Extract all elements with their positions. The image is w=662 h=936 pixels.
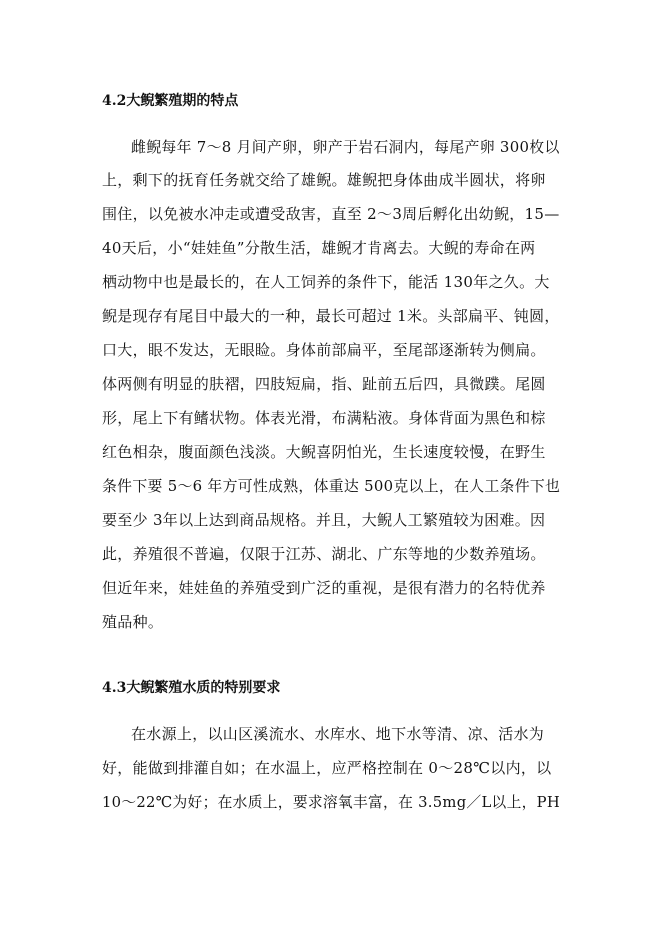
paragraph-line: 40天后，小“娃娃鱼”分散生活，雄鲵才肯离去。大鲵的寿命在两 xyxy=(102,239,536,257)
paragraph-line: 雌鲵每年 7～8 月间产卵，卵产于岩石洞内，每尾产卵 300枚以 xyxy=(131,138,560,156)
section-heading-4-2: 4.2大鲵繁殖期的特点 xyxy=(102,93,239,109)
paragraph-line: 要至少 3年以上达到商品规格。并且，大鲵人工繁殖较为困难。因 xyxy=(102,511,546,529)
paragraph-line: 条件下要 5～6 年方可性成熟，体重达 500克以上，在人工条件下也 xyxy=(102,477,561,495)
section-heading-4-3: 4.3大鲵繁殖水质的特别要求 xyxy=(102,680,281,696)
paragraph-line: 殖品种。 xyxy=(102,613,164,631)
paragraph-line: 鲵是现存有尾目中最大的一种，最长可超过 1米。头部扁平、钝圆， xyxy=(102,307,560,325)
paragraph-line: 10～22℃为好；在水质上，要求溶氧丰富，在 3.5mg／L以上，PH xyxy=(102,793,561,811)
paragraph-line: 红色相杂，腹面颜色浅淡。大鲵喜阴怕光，生长速度较慢，在野生 xyxy=(102,443,546,461)
paragraph-line: 形，尾上下有鳍状物。体表光滑，布满粘液。身体背面为黑色和棕 xyxy=(102,409,546,427)
paragraph-line: 围住，以免被水冲走或遭受敌害，直至 2～3周后孵化出幼鲵，15— xyxy=(102,205,560,223)
paragraph-line: 口大，眼不发达，无眼睑。身体前部扁平，至尾部逐渐转为侧扁。 xyxy=(102,341,546,359)
paragraph-line: 好，能做到排灌自如；在水温上，应严格控制在 0～28℃以内，以 xyxy=(102,759,552,777)
paragraph-line: 栖动物中也是最长的，在人工饲养的条件下，能活 130年之久。大 xyxy=(102,273,550,291)
paragraph-line: 在水源上，以山区溪流水、水库水、地下水等清、凉、活水为 xyxy=(131,725,545,743)
paragraph-line: 但近年来，娃娃鱼的养殖受到广泛的重视，是很有潜力的名特优养 xyxy=(102,579,546,597)
paragraph-line: 体两侧有明显的肤褶，四肢短扁，指、趾前五后四，具微蹼。尾圆 xyxy=(102,375,546,393)
paragraph-line: 此，养殖很不普遍，仅限于江苏、湖北、广东等地的少数养殖场。 xyxy=(102,545,546,563)
paragraph-line: 上，剩下的抚育任务就交给了雄鲵。雄鲵把身体曲成半圆状，将卵 xyxy=(102,171,546,189)
